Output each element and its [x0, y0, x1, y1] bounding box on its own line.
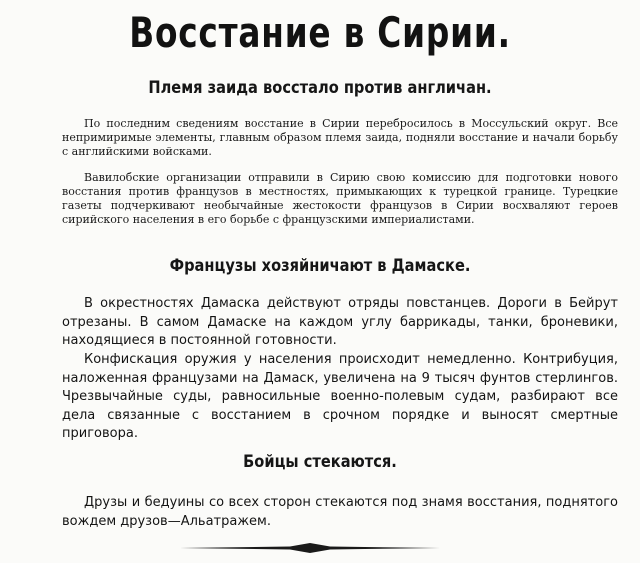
section1-subheading: Племя заида восстало против англичан. [148, 78, 492, 98]
section3-subheading: Бойцы стекаются. [243, 452, 397, 472]
section1-paragraph-2: Вавилобские организации отправили в Сирию свою комиссию для подготовки нового восстания против французов в местностях, примыкающих к турецкой границе. Турецкие газеты подчеркивают необычайные жестокости французов в Сирии восхваляют героев сирийского населения в его борьбе с французскими империалистами. [62, 171, 618, 226]
section1-paragraph-1: По последним сведениям восстание в Сирии перебросилось в Моссульский округ. Все непримиримые элементы, главным образом племя заида, подняли восстание и начали борьбу с английскими войсками. [62, 117, 618, 158]
section2-subheading: Французы хозяйничают в Дамаске. [169, 256, 471, 276]
article-headline: Восстание в Сирии. [129, 8, 511, 57]
decorative-end-rule [180, 541, 440, 555]
section2-paragraph-1: В окрестностях Дамаска действуют отряды повстанцев. Дороги в Бейрут отрезаны. В самом Дамаске на каждом углу баррикады, танки, броневики, находящиеся в постоянной готовности. [62, 296, 618, 348]
section2-paragraph-2: Конфискация оружия у населения происходит немедленно. Контрибуция, наложенная французами на Дамаск, увеличена на 9 тысяч фунтов стерлингов. Чрезвычайные суды, равносильные военно-полевым судам, разбирают все дела связанные с восстанием в срочном порядке и выносят смертные приговора. [62, 352, 618, 441]
section3-paragraph-1: Друзы и бедуины со всех сторон стекаются под знамя восстания, поднятого вождем друзов—Альатражем. [62, 495, 618, 529]
